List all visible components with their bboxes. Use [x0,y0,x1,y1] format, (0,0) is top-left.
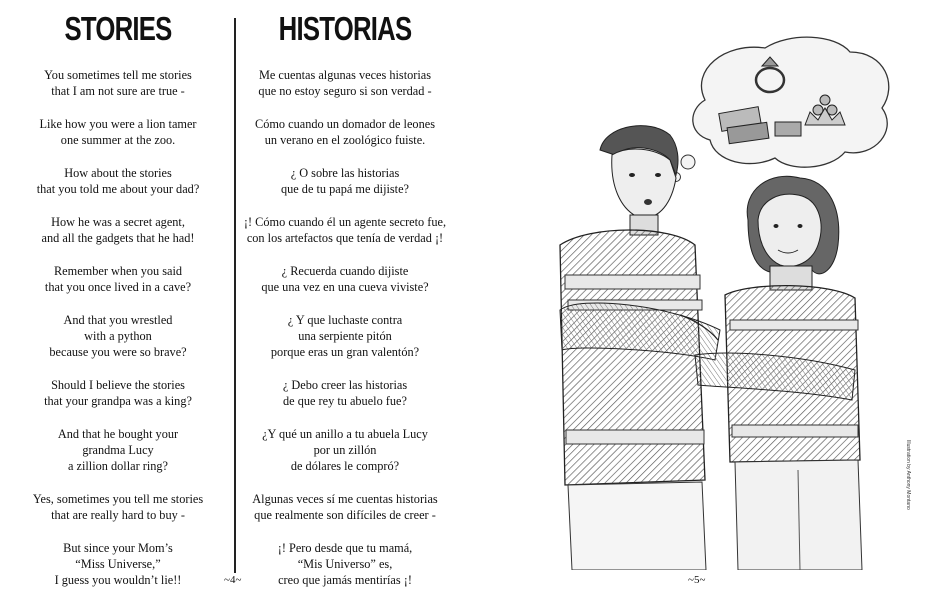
poem-line: And that you wrestled [63,313,173,327]
poem-stanza [0,165,236,197]
poem-line: que no estoy seguro si son verdad - [258,84,432,98]
poem-line: de dólares le compró? [290,459,400,473]
poem-line: que una vez en una cueva viviste? [261,280,429,294]
poem-line: that you once lived in a cave? [44,280,192,294]
poem-line: ¿ Debo creer las historias [282,378,408,392]
poem-stanza [0,67,236,99]
poem-line: that you told me about your dad? [36,182,200,196]
boy-figure [560,126,720,570]
poem-stanza [0,540,236,588]
poem-line: ¿ Y que luchaste contra [287,313,403,327]
poem-stanza [0,312,236,360]
poem-line: de que rey tu abuelo fue? [283,394,407,408]
poem-line: que de tu papá me dijiste? [280,182,410,196]
poem-line: ¿Y qué un anillo a tu abuela Lucy [262,427,428,441]
poem-line: How about the stories [64,166,172,180]
poem-stanza [0,377,236,409]
poem-stanza [236,312,454,360]
poem-stanza [0,491,236,523]
poem-line: ¿ O sobre las historias [290,166,400,180]
poem-line: I guess you wouldn’t lie!! [54,573,182,587]
poem-line: una serpiente pitón [298,329,392,343]
poem-stanza [236,426,454,474]
poem-line: grandma Lucy [82,443,154,457]
poem-line: que realmente son difíciles de creer - [254,508,436,522]
poem-line: Should I believe the stories [51,378,185,392]
poem-stanza [0,214,236,246]
poem-line: ¡! Pero desde que tu mamá, [277,541,413,555]
poem-stanza [236,263,454,295]
page-number-left: ~4~ [224,574,242,586]
poem-line: And that he bought your [57,427,179,441]
poem-line: ¡! Cómo cuando él un agente secreto fue, [243,215,447,229]
stories-title: STORIES [64,10,172,47]
poem-line: and all the gadgets that he had! [41,231,195,245]
poem-line: porque eras un gran valentón? [270,345,420,359]
poem-line: Cómo cuando un domador de leones [255,117,435,131]
poem-line: por un zillón [313,443,377,457]
poem-line: “Miss Universe,” [75,557,161,571]
poem-stanza [236,214,454,246]
girl-figure [695,176,862,570]
poem-line: ¿ Recuerda cuando dijiste [281,264,409,278]
poem-line: Like how you were a lion tamer [39,117,197,131]
historias-stanzas [236,67,454,605]
poem-line: How he was a secret agent, [51,215,185,229]
historias-title: HISTORIAS [278,10,412,47]
poem-line: one summer at the zoo. [60,133,176,147]
thought-bubble [672,37,889,181]
poem-stanza [0,426,236,474]
poem-stanza [0,263,236,295]
poem-line: You sometimes tell me stories [44,68,192,82]
poem-stanza [236,491,454,523]
poem-line: “Mis Universo” es, [297,557,393,571]
poem-line: because you were so brave? [49,345,187,359]
poem-stanza [236,67,454,99]
poem-line: Algunas veces sí me cuentas historias [252,492,438,506]
poem-line: that I am not sure are true - [51,84,185,98]
poem-stanza [236,116,454,148]
pencil-illustration [520,30,900,570]
poem-line: a zillion dollar ring? [67,459,169,473]
poem-line: un verano en el zoológico fuiste. [264,133,426,147]
poem-line: But since your Mom’s [63,541,173,555]
stories-stanzas [0,67,236,605]
poem-line: Remember when you said [53,264,183,278]
poem-line: with a python [84,329,152,343]
poem-line: creo que jamás mentirías ¡! [278,573,412,587]
poem-line: con los artefactos que tenía de verdad ¡! [246,231,444,245]
page-number-right: ~5~ [688,574,706,586]
poem-line: Yes, sometimes you tell me stories [32,492,204,506]
poem-line: that your grandpa was a king? [44,394,192,408]
poem-stanza [236,165,454,197]
poem-stanza [236,377,454,409]
poem-line: Me cuentas algunas veces historias [258,68,432,82]
poem-stanza [236,540,454,588]
poem-line: that are really hard to buy - [51,508,185,522]
illustration-credit: Illustration by Anthony Montano [905,440,911,510]
poem-stanza [0,116,236,148]
